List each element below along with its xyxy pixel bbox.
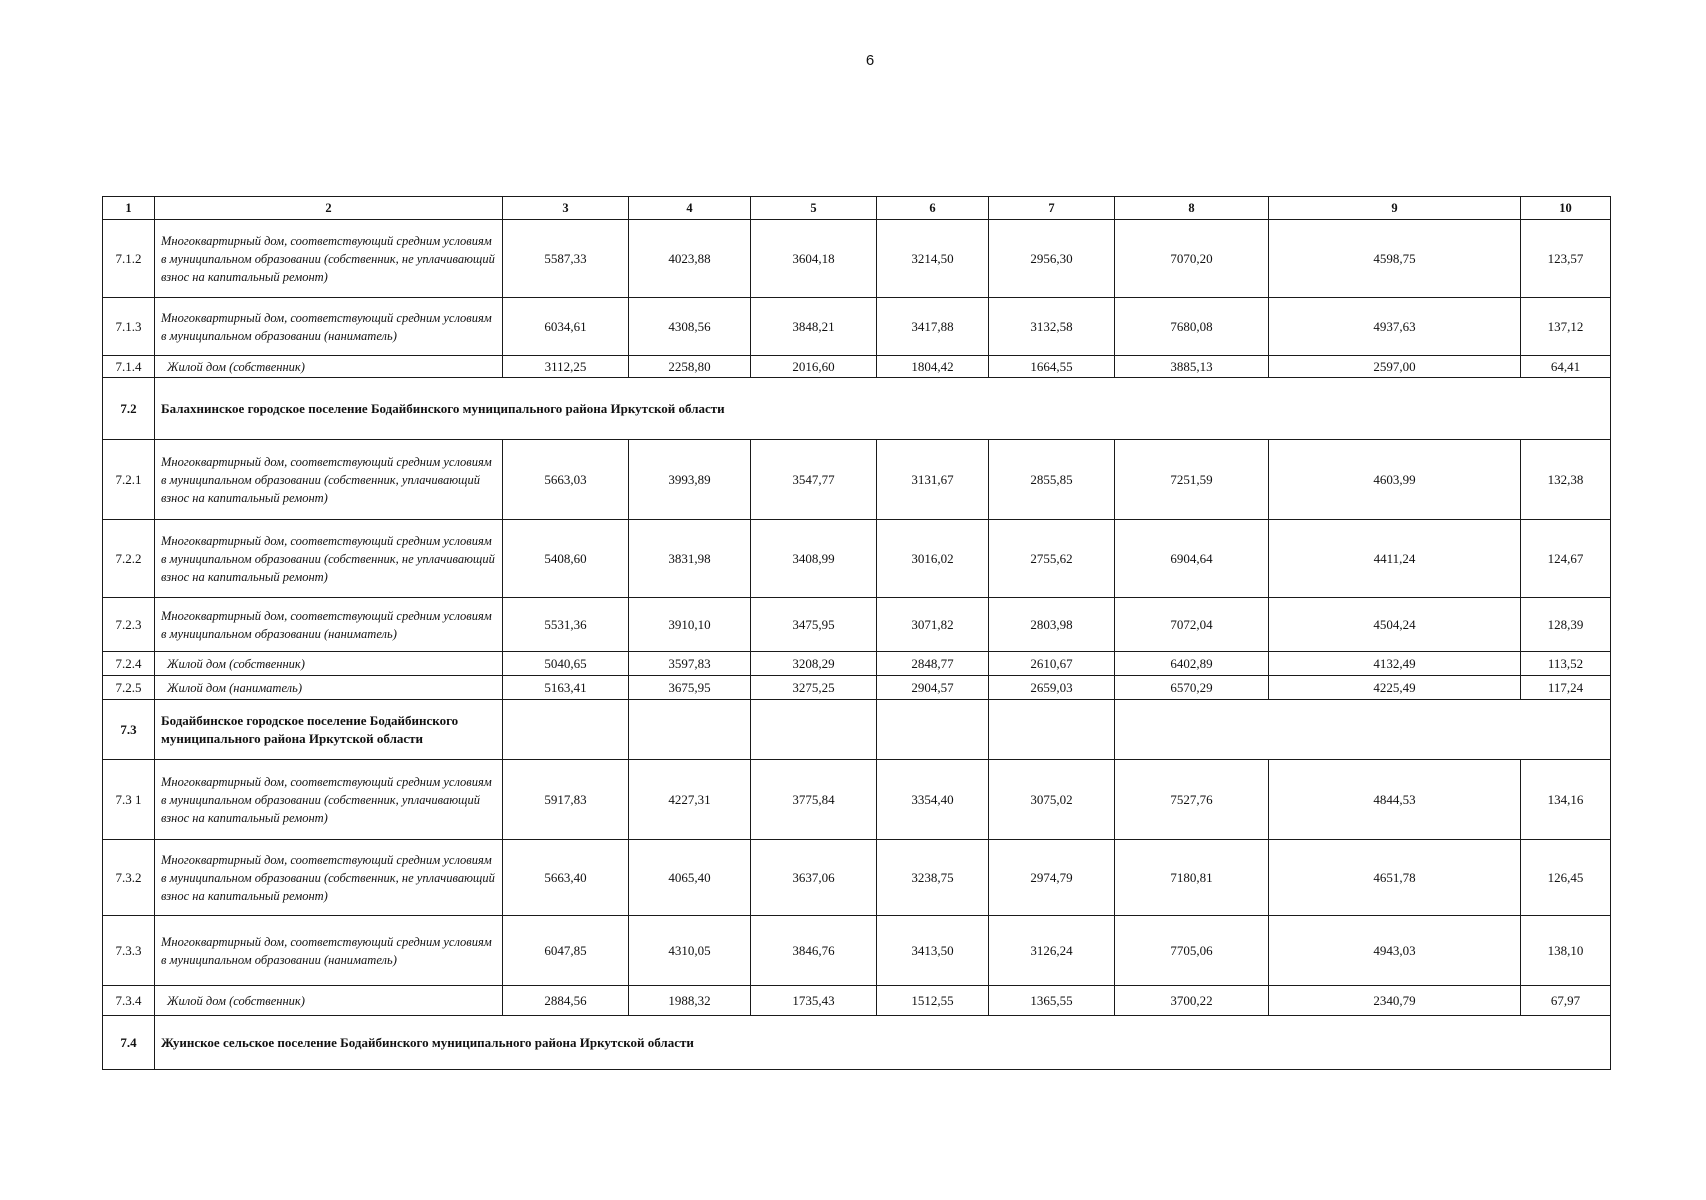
cell-value: 3993,89 — [629, 440, 751, 520]
cell-value: 3547,77 — [751, 440, 877, 520]
cell-value: 3275,25 — [751, 676, 877, 700]
row-description: Жилой дом (наниматель) — [155, 676, 503, 700]
section-title: Бодайбинское городское поселение Бодайбинского муниципального района Иркутской области — [155, 700, 503, 760]
cell-value: 5663,40 — [503, 840, 629, 916]
cell-value: 1664,55 — [989, 356, 1115, 378]
row-description: Многоквартирный дом, соответствующий средним условиям в муниципальном образовании (собственник, не уплачивающий взнос на капитальный ремонт) — [155, 520, 503, 598]
cell-value: 7680,08 — [1115, 298, 1269, 356]
cell-value: 5663,03 — [503, 440, 629, 520]
cell-value: 4132,49 — [1269, 652, 1521, 676]
table-row — [103, 356, 1611, 378]
cell-value: 2884,56 — [503, 986, 629, 1016]
cell-value: 3831,98 — [629, 520, 751, 598]
cell-value: 2258,80 — [629, 356, 751, 378]
table-row — [103, 986, 1611, 1016]
cell-value: 3848,21 — [751, 298, 877, 356]
table-row — [103, 676, 1611, 700]
cell-value: 3597,83 — [629, 652, 751, 676]
cell-value: 2755,62 — [989, 520, 1115, 598]
cell-value: 134,16 — [1521, 760, 1611, 840]
cell-value: 2974,79 — [989, 840, 1115, 916]
row-description: Многоквартирный дом, соответствующий средним условиям в муниципальном образовании (наниматель) — [155, 916, 503, 986]
cell-value: 4308,56 — [629, 298, 751, 356]
cell-value: 7072,04 — [1115, 598, 1269, 652]
column-header: 5 — [751, 197, 877, 220]
row-code: 7.3 — [103, 700, 155, 760]
cell-value: 137,12 — [1521, 298, 1611, 356]
cell-value: 1988,32 — [629, 986, 751, 1016]
cell-value: 4651,78 — [1269, 840, 1521, 916]
cell-value: 4598,75 — [1269, 220, 1521, 298]
row-code: 7.3.2 — [103, 840, 155, 916]
cell-value: 3126,24 — [989, 916, 1115, 986]
cell-value: 4504,24 — [1269, 598, 1521, 652]
cell-value: 6402,89 — [1115, 652, 1269, 676]
cell-value: 3417,88 — [877, 298, 989, 356]
row-code: 7.2.3 — [103, 598, 155, 652]
column-header: 8 — [1115, 197, 1269, 220]
section-title: Балахнинское городское поселение Бодайбинского муниципального района Иркутской области — [155, 378, 1611, 440]
row-description: Многоквартирный дом, соответствующий средним условиям в муниципальном образовании (собственник, уплачивающий взнос на капитальный ремонт) — [155, 760, 503, 840]
table-body — [103, 220, 1611, 1070]
empty-cell — [629, 700, 751, 760]
table-row — [103, 440, 1611, 520]
cell-value: 3475,95 — [751, 598, 877, 652]
cell-value: 5917,83 — [503, 760, 629, 840]
cell-value: 138,10 — [1521, 916, 1611, 986]
column-header: 2 — [155, 197, 503, 220]
cell-value: 124,67 — [1521, 520, 1611, 598]
table-row — [103, 598, 1611, 652]
cell-value: 7705,06 — [1115, 916, 1269, 986]
cell-value: 1365,55 — [989, 986, 1115, 1016]
cell-value: 3132,58 — [989, 298, 1115, 356]
empty-cell — [989, 700, 1115, 760]
cell-value: 1735,43 — [751, 986, 877, 1016]
row-code: 7.2.1 — [103, 440, 155, 520]
cell-value: 2904,57 — [877, 676, 989, 700]
row-code: 7.3.4 — [103, 986, 155, 1016]
row-description: Многоквартирный дом, соответствующий средним условиям в муниципальном образовании (наниматель) — [155, 598, 503, 652]
cell-value: 132,38 — [1521, 440, 1611, 520]
row-code: 7.1.3 — [103, 298, 155, 356]
section-title: Жуинское сельское поселение Бодайбинского муниципального района Иркутской области — [155, 1016, 1611, 1070]
row-code: 7.2 — [103, 378, 155, 440]
cell-value: 3208,29 — [751, 652, 877, 676]
empty-cell — [751, 700, 877, 760]
cell-value: 7180,81 — [1115, 840, 1269, 916]
cell-value: 6570,29 — [1115, 676, 1269, 700]
page-number: 6 — [865, 52, 875, 69]
cell-value: 113,52 — [1521, 652, 1611, 676]
cell-value: 3413,50 — [877, 916, 989, 986]
cell-value: 128,39 — [1521, 598, 1611, 652]
cell-value: 4943,03 — [1269, 916, 1521, 986]
cell-value: 2848,77 — [877, 652, 989, 676]
empty-cell — [503, 700, 629, 760]
cell-value: 4844,53 — [1269, 760, 1521, 840]
cell-value: 64,41 — [1521, 356, 1611, 378]
cell-value: 3604,18 — [751, 220, 877, 298]
tariff-table — [102, 196, 1611, 1070]
cell-value: 7527,76 — [1115, 760, 1269, 840]
cell-value: 5408,60 — [503, 520, 629, 598]
section-row — [103, 700, 1611, 760]
cell-value: 2803,98 — [989, 598, 1115, 652]
cell-value: 5163,41 — [503, 676, 629, 700]
cell-value: 5587,33 — [503, 220, 629, 298]
cell-value: 3700,22 — [1115, 986, 1269, 1016]
row-description: Жилой дом (собственник) — [155, 356, 503, 378]
column-header: 10 — [1521, 197, 1611, 220]
row-code: 7.2.2 — [103, 520, 155, 598]
cell-value: 2016,60 — [751, 356, 877, 378]
row-code: 7.2.5 — [103, 676, 155, 700]
table-row — [103, 520, 1611, 598]
section-row — [103, 378, 1611, 440]
cell-value: 3075,02 — [989, 760, 1115, 840]
cell-value: 3071,82 — [877, 598, 989, 652]
column-header: 6 — [877, 197, 989, 220]
table-row — [103, 298, 1611, 356]
column-header: 1 — [103, 197, 155, 220]
table-row — [103, 760, 1611, 840]
row-code: 7.1.2 — [103, 220, 155, 298]
column-header: 7 — [989, 197, 1115, 220]
cell-value: 4603,99 — [1269, 440, 1521, 520]
cell-value: 3637,06 — [751, 840, 877, 916]
cell-value: 3131,67 — [877, 440, 989, 520]
table-row — [103, 220, 1611, 298]
section-row — [103, 1016, 1611, 1070]
row-description: Многоквартирный дом, соответствующий средним условиям в муниципальном образовании (собственник, уплачивающий взнос на капитальный ремонт) — [155, 440, 503, 520]
table-row — [103, 916, 1611, 986]
cell-value: 4937,63 — [1269, 298, 1521, 356]
cell-value: 3354,40 — [877, 760, 989, 840]
cell-value: 3016,02 — [877, 520, 989, 598]
cell-value: 4411,24 — [1269, 520, 1521, 598]
empty-cell — [1115, 700, 1611, 760]
cell-value: 3408,99 — [751, 520, 877, 598]
row-code: 7.4 — [103, 1016, 155, 1070]
cell-value: 3675,95 — [629, 676, 751, 700]
column-header: 9 — [1269, 197, 1521, 220]
cell-value: 123,57 — [1521, 220, 1611, 298]
cell-value: 5040,65 — [503, 652, 629, 676]
table-row — [103, 652, 1611, 676]
column-header: 3 — [503, 197, 629, 220]
header-row — [103, 197, 1611, 220]
cell-value: 4225,49 — [1269, 676, 1521, 700]
cell-value: 2597,00 — [1269, 356, 1521, 378]
cell-value: 2855,85 — [989, 440, 1115, 520]
row-code: 7.2.4 — [103, 652, 155, 676]
cell-value: 4227,31 — [629, 760, 751, 840]
cell-value: 3238,75 — [877, 840, 989, 916]
cell-value: 6047,85 — [503, 916, 629, 986]
cell-value: 3112,25 — [503, 356, 629, 378]
cell-value: 4065,40 — [629, 840, 751, 916]
cell-value: 126,45 — [1521, 840, 1611, 916]
row-description: Жилой дом (собственник) — [155, 652, 503, 676]
table-row — [103, 840, 1611, 916]
empty-cell — [877, 700, 989, 760]
cell-value: 2610,67 — [989, 652, 1115, 676]
cell-value: 7251,59 — [1115, 440, 1269, 520]
cell-value: 1512,55 — [877, 986, 989, 1016]
row-description: Многоквартирный дом, соответствующий средним условиям в муниципальном образовании (собственник, не уплачивающий взнос на капитальный ремонт) — [155, 220, 503, 298]
row-code: 7.1.4 — [103, 356, 155, 378]
row-description: Жилой дом (собственник) — [155, 986, 503, 1016]
cell-value: 2956,30 — [989, 220, 1115, 298]
cell-value: 7070,20 — [1115, 220, 1269, 298]
cell-value: 6034,61 — [503, 298, 629, 356]
row-description: Многоквартирный дом, соответствующий средним условиям в муниципальном образовании (собственник, не уплачивающий взнос на капитальный ремонт) — [155, 840, 503, 916]
cell-value: 3910,10 — [629, 598, 751, 652]
row-code: 7.3 1 — [103, 760, 155, 840]
cell-value: 5531,36 — [503, 598, 629, 652]
row-code: 7.3.3 — [103, 916, 155, 986]
row-description: Многоквартирный дом, соответствующий средним условиям в муниципальном образовании (наниматель) — [155, 298, 503, 356]
cell-value: 4023,88 — [629, 220, 751, 298]
cell-value: 2659,03 — [989, 676, 1115, 700]
column-header: 4 — [629, 197, 751, 220]
cell-value: 67,97 — [1521, 986, 1611, 1016]
cell-value: 3846,76 — [751, 916, 877, 986]
cell-value: 117,24 — [1521, 676, 1611, 700]
cell-value: 3214,50 — [877, 220, 989, 298]
cell-value: 4310,05 — [629, 916, 751, 986]
cell-value: 1804,42 — [877, 356, 989, 378]
cell-value: 3775,84 — [751, 760, 877, 840]
cell-value: 6904,64 — [1115, 520, 1269, 598]
cell-value: 3885,13 — [1115, 356, 1269, 378]
cell-value: 2340,79 — [1269, 986, 1521, 1016]
